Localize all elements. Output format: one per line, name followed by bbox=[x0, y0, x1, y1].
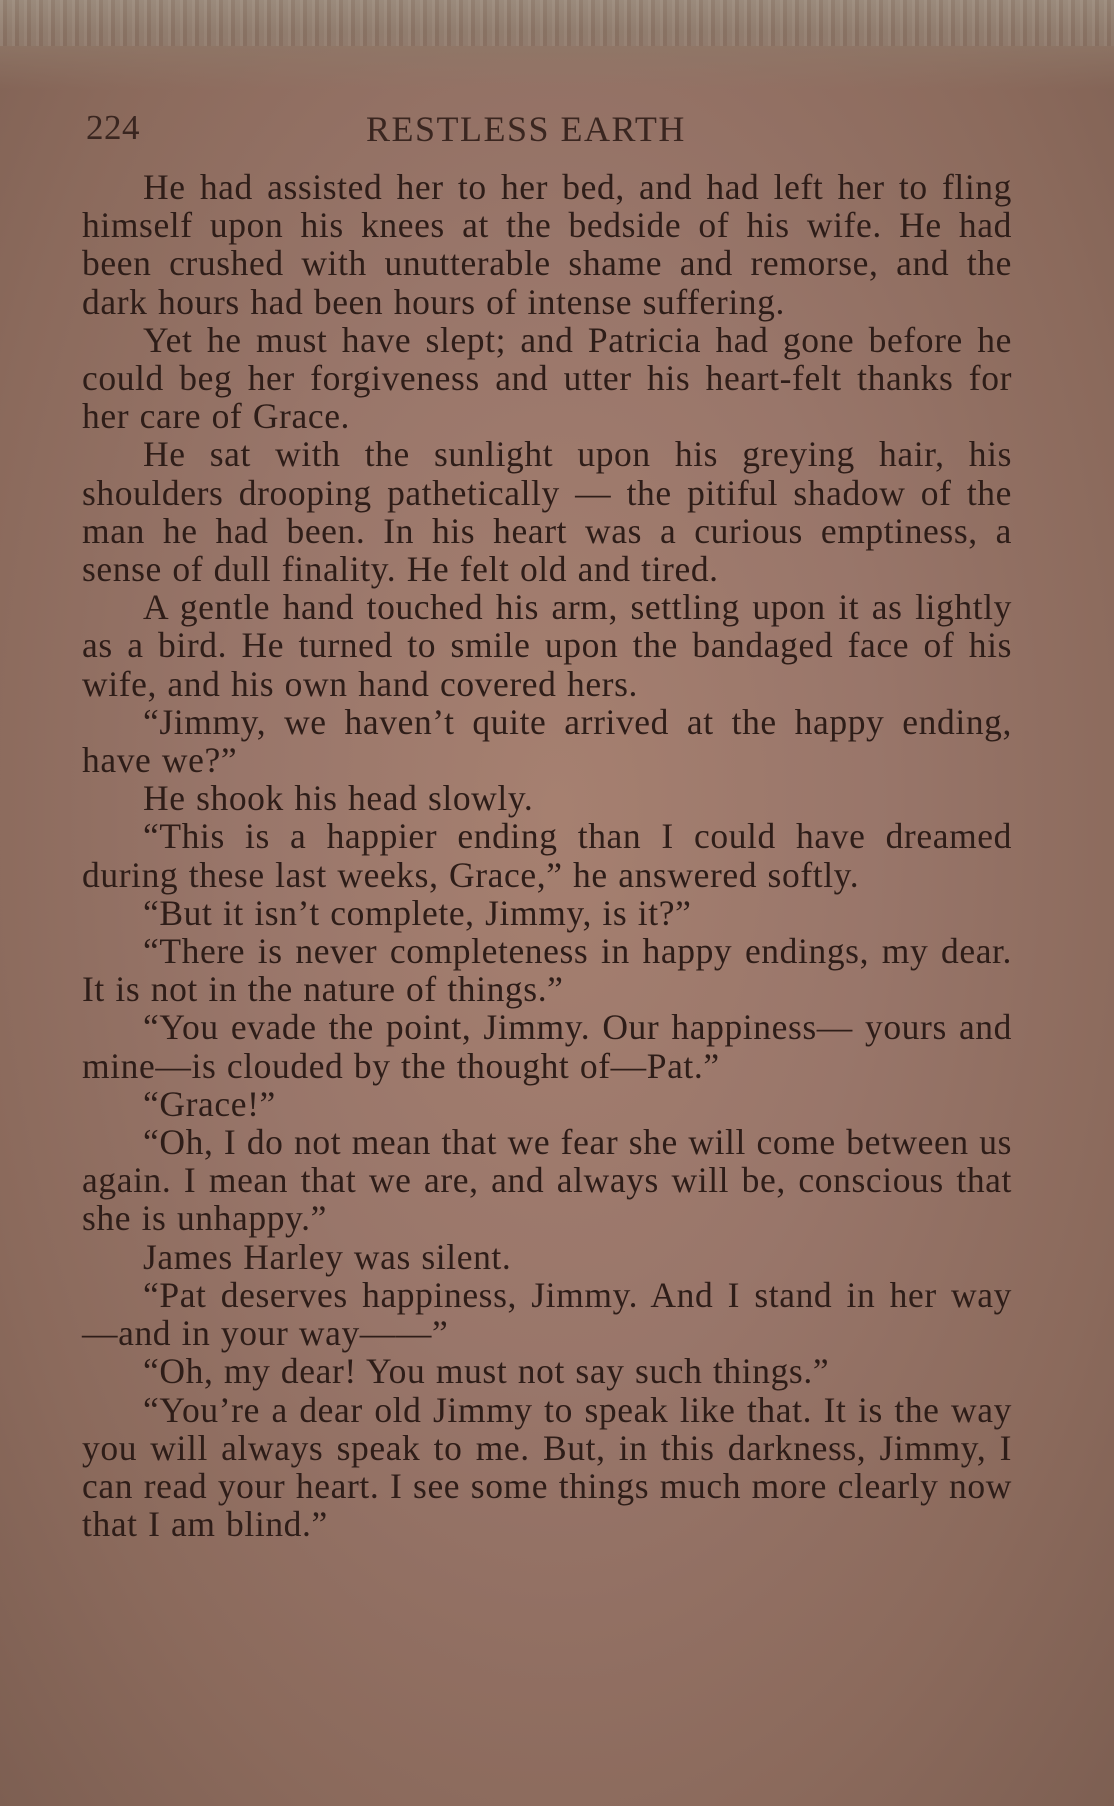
paragraph: “You evade the point, Jimmy. Our happiness— yours and mine—is clouded by the thought of—Pat.” bbox=[82, 1007, 1012, 1086]
paragraph: “But it isn’t complete, Jimmy, is it?” bbox=[143, 892, 692, 933]
body-text bbox=[82, 168, 1012, 1543]
paragraph: He sat with the sunlight upon his greying hair, his shoulders drooping pathetically — the pitiful shadow of the man he had been. In his heart was a curious emptiness, a sense of dull finality. He felt old and tired. bbox=[82, 434, 1012, 590]
paragraph: Yet he must have slept; and Patricia had gone before he could beg her forgiveness and utter his heart-felt thanks for her care of Grace. bbox=[82, 319, 1012, 437]
paragraph: “There is never completeness in happy endings, my dear. It is not in the nature of things.” bbox=[82, 931, 1012, 1010]
page-number: 224 bbox=[86, 108, 140, 147]
paragraph: He shook his head slowly. bbox=[143, 778, 534, 819]
paragraph: “Jimmy, we haven’t quite arrived at the happy ending, have we?” bbox=[82, 701, 1012, 781]
paragraph: A gentle hand touched his arm, settling upon it as lightly as a bird. He turned to smile upon the bandaged face of his wife, and his own hand covered hers. bbox=[82, 587, 1012, 704]
paragraph: He had assisted her to her bed, and had left her to fling himself upon his knees at the bedside of his wife. He had been crushed with unutterable shame and remorse, and the dark hours had been hours of intense suffering. bbox=[82, 167, 1012, 322]
paragraph: “You’re a dear old Jimmy to speak like that. It is the way you will always speak to me. But, in this darkness, Jimmy, I can read your heart. I see some things much more clearly now that I am blind.” bbox=[82, 1389, 1012, 1545]
running-head: RESTLESS EARTH bbox=[366, 109, 686, 149]
paragraph: “This is a happier ending than I could have dreamed during these last weeks, Grace,” he answered softly. bbox=[82, 816, 1012, 895]
worn-top-edge bbox=[0, 0, 1114, 90]
page-header bbox=[86, 108, 1016, 156]
paragraph: “Oh, I do not mean that we fear she will come between us again. I mean that we are, and always will be, conscious that she is unhappy.” bbox=[82, 1122, 1012, 1239]
paragraph: James Harley was silent. bbox=[143, 1236, 512, 1277]
paragraph: “Grace!” bbox=[143, 1083, 276, 1124]
paragraph: “Pat deserves happiness, Jimmy. And I stand in her way—and in your way——” bbox=[82, 1274, 1012, 1354]
paragraph: “Oh, my dear! You must not say such things.” bbox=[143, 1351, 830, 1392]
